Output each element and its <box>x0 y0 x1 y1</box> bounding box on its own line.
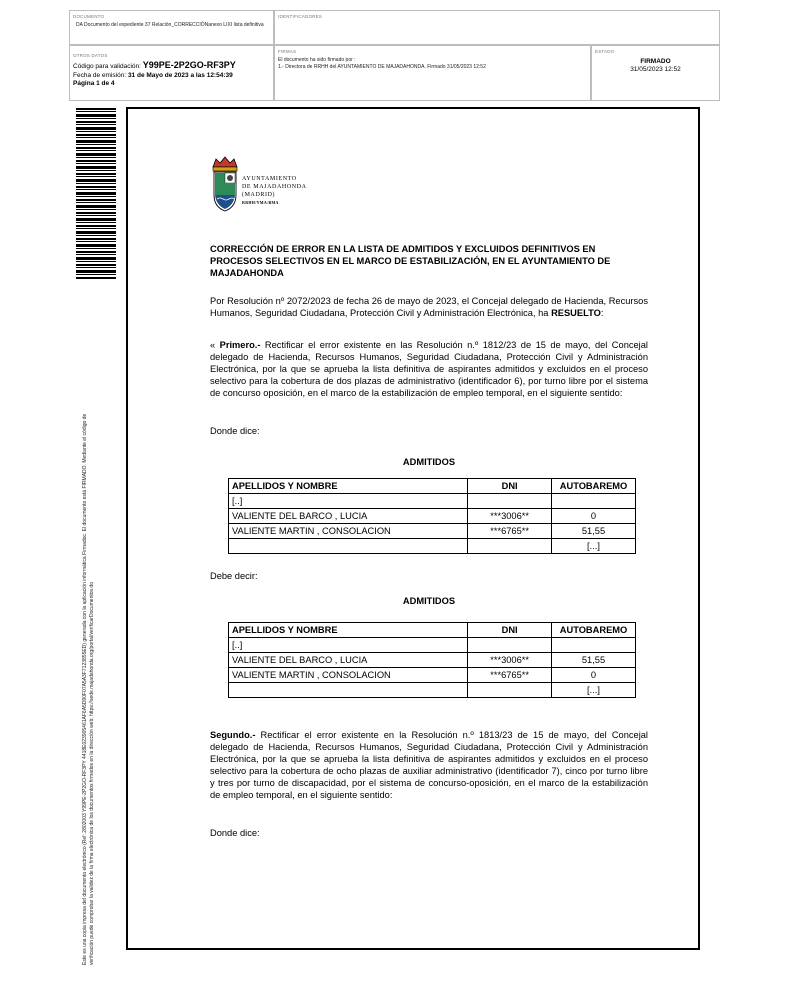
table-row <box>229 653 636 668</box>
side-verification-text-1: Este es una copia impresa del documento electrónico (Ref: 2802003 Y99PE-2P2GO-RF3PY 4418E023905461AF6A5D90F07A5A3F7123855ED) generada con la aplicación informática Firmadoc. El documento está FIRMADO. Mediante el código de <box>82 413 88 965</box>
otros-caption: OTROS DATOS <box>73 53 108 58</box>
letterhead-line3: (MADRID) <box>242 192 276 198</box>
donde-dice-label-2: Donde dice: <box>210 828 260 838</box>
table-row <box>229 668 636 683</box>
header-dni: DNI <box>468 479 552 494</box>
header-autobaremo: AUTOBAREMO <box>552 623 636 638</box>
fecha-emision <box>73 72 233 80</box>
table2-title: ADMITIDOS <box>402 596 456 606</box>
letterhead-line1: AYUNTAMIENTO <box>242 176 297 182</box>
fecha-value: 31 de Mayo de 2023 a las 12:54:39 <box>127 72 233 79</box>
documento-value: DA Documento del expediente 37 Relación_CORRECCIÓNanexo LIXI lista definitiva <box>76 22 264 28</box>
primero-text: Rectificar el error existente en las Resolución n.º 1812/23 de 15 de mayo, del Concejal delegado de Hacienda, Recursos Humanos, Seguridad Ciudadana, Protección Civil y Administración Electrónica, por la que se aprueba la lista definitiva de aspirantes admitidos y excluidos en el proceso selectivo para la cobertura de dos plazas de administrativo (identificador 6), por turno libre por el sistema de concurso oposición, en el marco de la estabilización de empleo temporal, en el siguiente sentido: <box>210 340 648 398</box>
cell-nombre: VALIENTE MARTIN , CONSOLACION <box>229 668 468 683</box>
fecha-label: Fecha de emisión: <box>73 72 127 79</box>
table-header-row <box>229 623 636 638</box>
intro-text: Por Resolución nº 2072/2023 de fecha 26 de mayo de 2023, el Concejal delegado de Hacienda, Recursos Humanos, Seguridad Ciudadana, Protección Civil y Administración Electrónica, ha <box>210 296 648 318</box>
pagina-indicator: Página 1 de 4 <box>73 80 115 87</box>
table-row <box>229 494 636 509</box>
debe-decir-label: Debe decir: <box>210 571 258 581</box>
cell-dni: ***3006** <box>468 653 552 668</box>
cell-nombre <box>229 683 468 698</box>
identificadores-caption: IDENTIFICADORES <box>278 14 323 19</box>
cell-nombre: [..] <box>229 494 468 509</box>
header-autobaremo: AUTOBAREMO <box>552 479 636 494</box>
header-dni: DNI <box>468 623 552 638</box>
firmas-caption: FIRMAS <box>278 49 297 54</box>
header-apellidos: APELLIDOS Y NOMBRE <box>229 479 468 494</box>
table-row <box>229 638 636 653</box>
documento-caption: DOCUMENTO <box>73 14 105 19</box>
header-apellidos: APELLIDOS Y NOMBRE <box>229 623 468 638</box>
letterhead-line2: DE MAJADAHONDA <box>242 184 307 190</box>
codigo-value: Y99PE-2P2GO-RF3PY <box>142 60 236 70</box>
table-row <box>229 509 636 524</box>
primero-paragraph <box>210 339 648 399</box>
side-verification-text-2: verificación puede comprobar la validez de la firma electrónica de los documentos firmados en la dirección web: https://sede.majadahonda.org/portal/verificarDocumentos.do <box>89 582 95 965</box>
intro-end: : <box>600 308 604 318</box>
segundo-paragraph <box>210 729 648 801</box>
cell-autobaremo: 51,55 <box>552 653 636 668</box>
admitidos-table-corrected <box>228 622 636 698</box>
intro-paragraph <box>210 295 648 319</box>
barcode <box>76 108 116 280</box>
segundo-text: Rectificar el error existente en la Resolución n.º 1813/23 de 15 de mayo, del Concejal delegado de Hacienda, Recursos Humanos, Seguridad Ciudadana, Protección Civil y Administración Electrónica, por la que se aprueba la lista definitiva de aspirantes admitidos y excluidos en el proceso selectivo para la cobertura de ocho plazas de auxiliar administrativo (identificador 7), cinco por turno libre y tres por turno de discapacidad, por el sistema de concurso-oposición, en el marco de la estabilización de empleo temporal, en el siguiente sentido: <box>210 730 648 800</box>
cell-dni: ***6765** <box>468 524 552 539</box>
donde-dice-label: Donde dice: <box>210 426 260 436</box>
segundo-bold: Segundo.- <box>210 730 256 740</box>
document-title: CORRECCIÓN DE ERROR EN LA LISTA DE ADMITIDOS Y EXCLUIDOS DEFINITIVOS EN PROCESOS SELECTIVOS EN EL MARCO DE ESTABILIZACIÓN, EN EL AYUNTAMIENTO DE MAJADAHONDA <box>210 244 611 278</box>
estado-date: 31/05/2023 12:52 <box>630 66 681 73</box>
cell-autobaremo: [...] <box>552 539 636 554</box>
header-identificadores-box <box>274 10 720 45</box>
cell-autobaremo <box>552 494 636 509</box>
cell-autobaremo <box>552 638 636 653</box>
letterhead <box>242 175 307 207</box>
estado-caption: ESTADO <box>595 49 615 54</box>
table-header-row <box>229 479 636 494</box>
municipal-crest-icon <box>210 155 240 215</box>
cell-autobaremo: 0 <box>552 509 636 524</box>
intro-bold: RESUELTO <box>551 308 601 318</box>
primero-bold: Primero.- <box>219 340 261 350</box>
codigo-validacion <box>73 61 236 71</box>
document-page <box>126 107 700 950</box>
firmas-line2: 1.- Directora de RRHH del AYUNTAMIENTO DE MAJADAHONDA. Firmado 31/05/2023 12:52 <box>278 64 486 70</box>
cell-nombre <box>229 539 468 554</box>
admitidos-table-original <box>228 478 636 554</box>
cell-nombre: VALIENTE MARTIN , CONSOLACION <box>229 524 468 539</box>
cell-nombre: VALIENTE DEL BARCO , LUCIA <box>229 653 468 668</box>
cell-autobaremo: 51,55 <box>552 524 636 539</box>
cell-nombre: [..] <box>229 638 468 653</box>
cell-nombre: VALIENTE DEL BARCO , LUCIA <box>229 509 468 524</box>
cell-dni <box>468 494 552 509</box>
table1-title: ADMITIDOS <box>402 457 456 467</box>
cell-dni <box>468 539 552 554</box>
cell-autobaremo: 0 <box>552 668 636 683</box>
table-row <box>229 683 636 698</box>
cell-autobaremo: [...] <box>552 683 636 698</box>
header-firmas-box <box>274 45 591 101</box>
table-row <box>229 539 636 554</box>
primero-lead: « <box>210 340 220 350</box>
cell-dni: ***3006** <box>468 509 552 524</box>
cell-dni <box>468 683 552 698</box>
estado-value: FIRMADO <box>640 58 671 65</box>
table-row <box>229 524 636 539</box>
firmas-line1: El documento ha sido firmado por : <box>278 57 356 63</box>
cell-dni <box>468 638 552 653</box>
codigo-label: Código para validación: <box>73 63 141 70</box>
letterhead-code: RRHH/YMA/BMA <box>242 200 279 205</box>
cell-dni: ***6765** <box>468 668 552 683</box>
